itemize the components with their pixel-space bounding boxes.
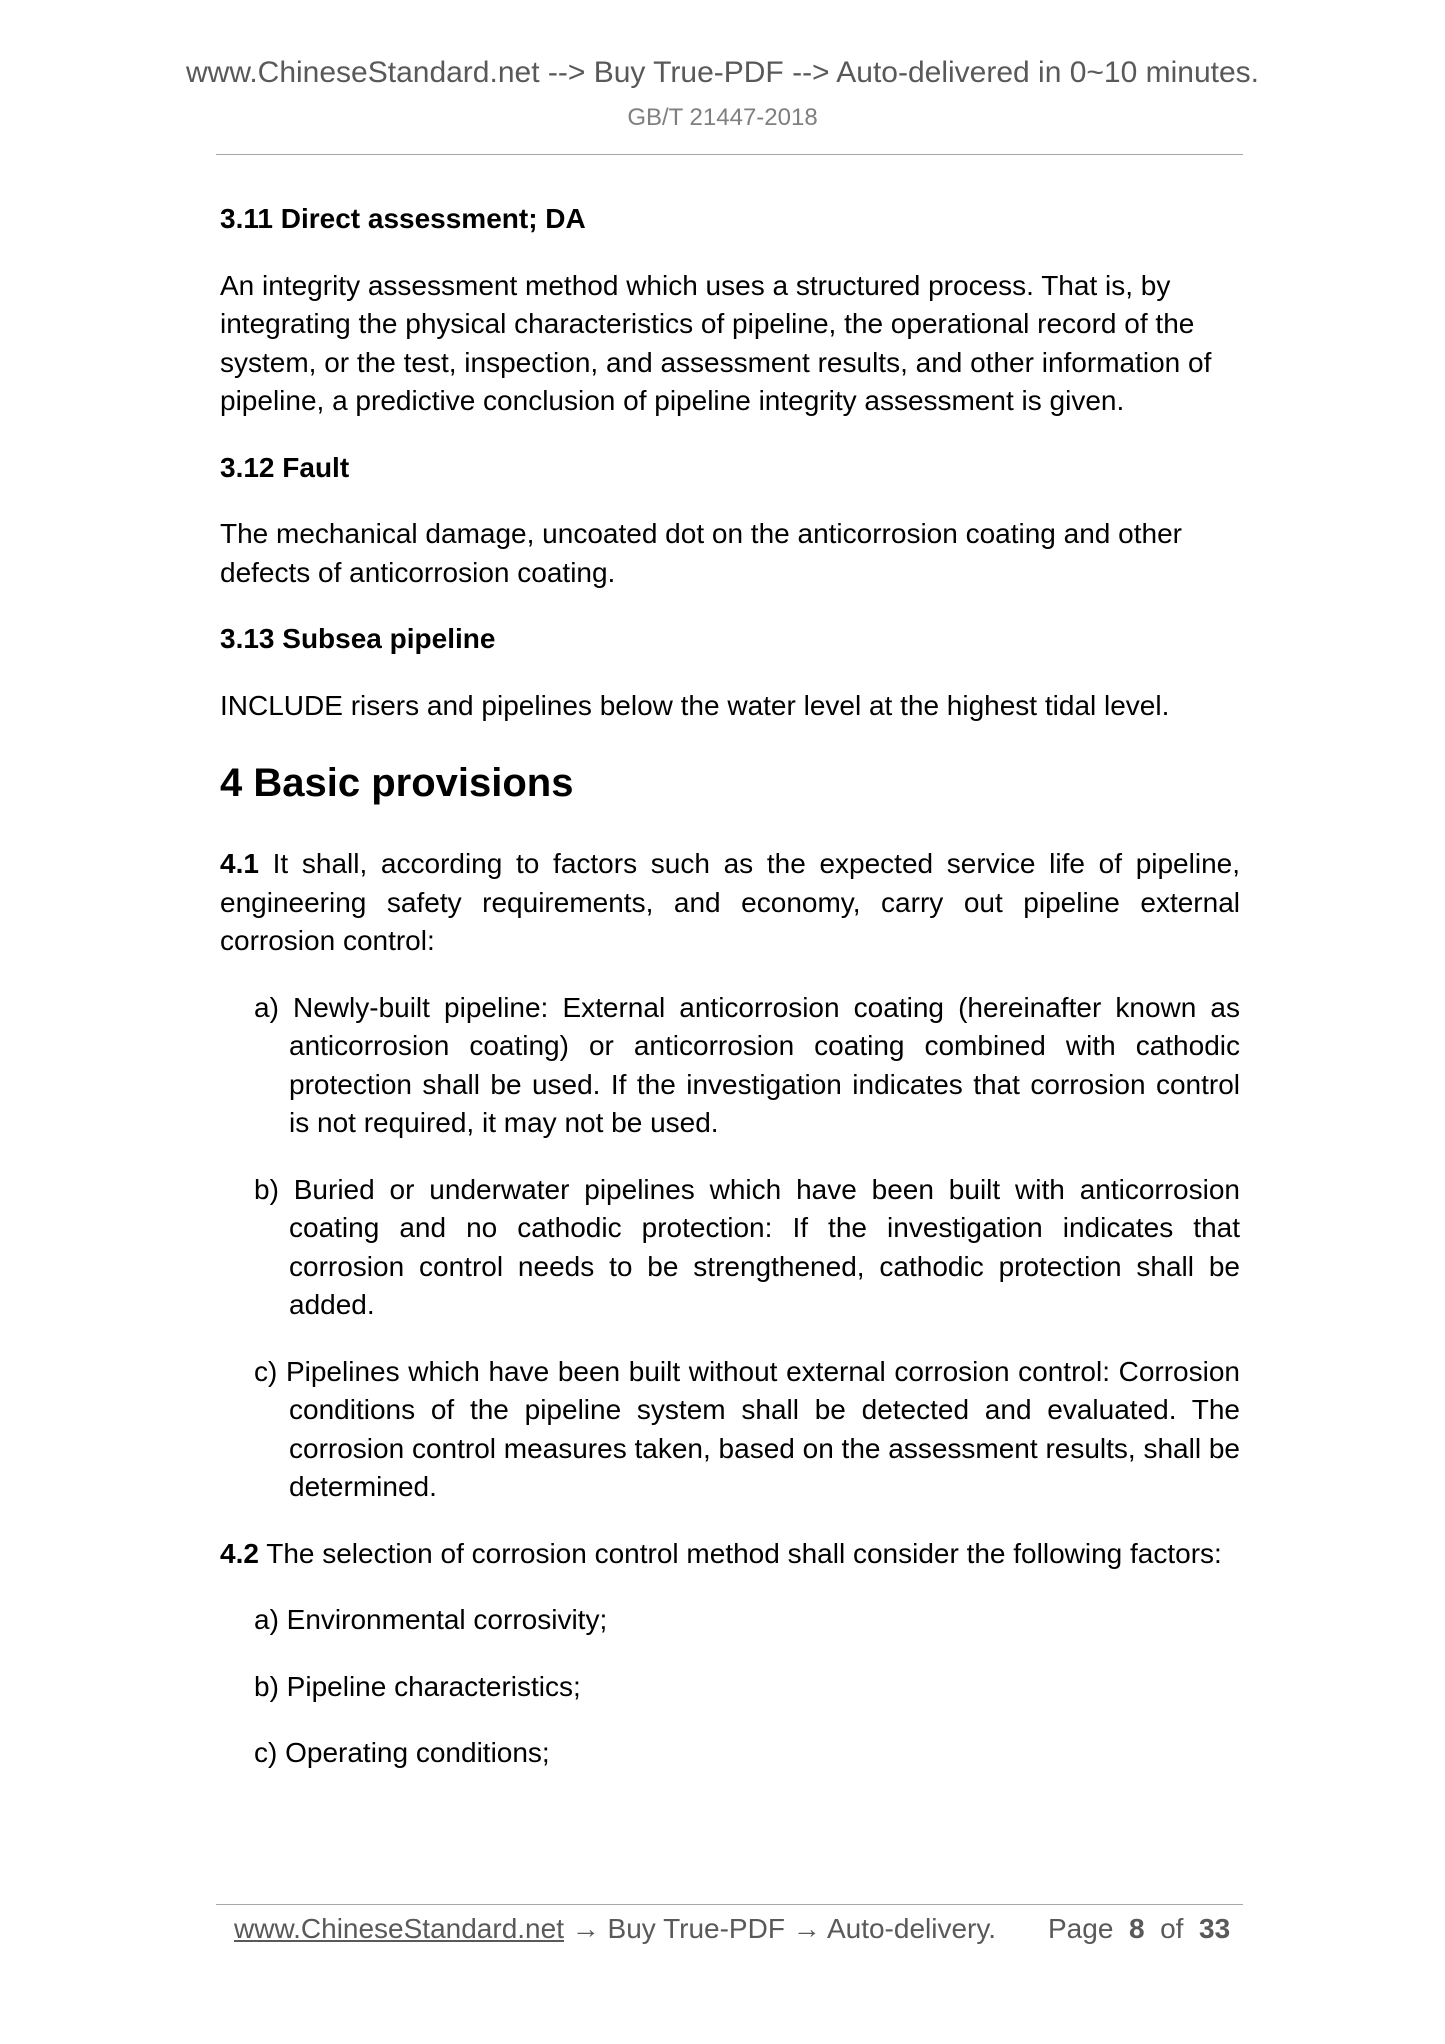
clause-4-2 <box>220 1535 1240 1574</box>
clause-4-2-number: 4.2 <box>220 1537 259 1569</box>
standard-code: GB/T 21447-2018 <box>627 104 818 131</box>
section-3-11-text: An integrity assessment method which uses a structured process. That is, by integrating the physical characteristics of pipeline, the operational record of the system, or the test, inspection, and assessment results, and other information of pipeline, a predictive conclusion of pipeline integrity assessment is given. <box>220 269 1212 416</box>
header-divider <box>216 154 1243 155</box>
section-3-12-text: The mechanical damage, uncoated dot on the anticorrosion coating and other defects of anticorrosion coating. <box>220 518 1182 588</box>
section-3-13-heading: 3.13 Subsea pipeline <box>220 623 496 654</box>
footer-delivery-text: Auto-delivery. <box>826 1913 997 1944</box>
clause-4-2-item-b: b) Pipeline characteristics; <box>254 1670 581 1702</box>
clause-4-1-text: It shall, according to factors such as the expected service life of pipeline, engineering safety requirements, and economy, carry out pipeline external corrosion control: <box>220 848 1240 956</box>
header-banner: www.ChineseStandard.net --> Buy True-PDF --> Auto-delivered in 0~10 minutes. <box>185 56 1260 89</box>
clause-4-1-item-b: b) Buried or underwater pipelines which have been built with anticorrosion coating and no cathodic protection: If the investigation indicates that corrosion control needs to be strengthened, cathodic protection shall be added. <box>254 1173 1240 1320</box>
clause-4-2-text: The selection of corrosion control method shall consider the following factors: <box>258 1537 1222 1569</box>
arrow-right-icon: → <box>784 1913 827 1944</box>
footer-site-link[interactable]: www.ChineseStandard.net <box>234 1913 564 1944</box>
section-4-heading: 4 Basic provisions <box>220 761 574 805</box>
clause-4-1 <box>220 845 1240 961</box>
page-of-label: of <box>1160 1913 1184 1944</box>
clause-4-2-item-c: c) Operating conditions; <box>254 1737 550 1768</box>
footer-links <box>234 1913 996 1945</box>
arrow-right-icon: → <box>563 1913 608 1944</box>
page-indicator <box>1048 1913 1230 1945</box>
clause-4-1-item-c: c) Pipelines which have been built without external corrosion control: Corrosion conditions of the pipeline system shall be detected and evaluated. The corrosion control measures taken, based on the assessment results, shall be determined. <box>254 1355 1240 1502</box>
section-3-12-heading: 3.12 Fault <box>220 451 350 483</box>
section-3-11-heading: 3.11 Direct assessment; DA <box>220 203 586 234</box>
footer-divider <box>216 1904 1243 1905</box>
clause-4-1-item-a: a) Newly-built pipeline: External anticorrosion coating (hereinafter known as anticorrosion coating) or anticorrosion coating combined with cathodic protection shall be used. If the investigation indicates that corrosion control is not required, it may not be used. <box>254 991 1240 1138</box>
page-current: 8 <box>1128 1913 1145 1944</box>
section-3-13-text: INCLUDE risers and pipelines below the water level at the highest tidal level. <box>220 689 1170 721</box>
page-total: 33 <box>1199 1913 1231 1944</box>
clause-4-2-item-a: a) Environmental corrosivity; <box>254 1604 608 1635</box>
page-label: Page <box>1048 1913 1114 1944</box>
footer-buy-text: Buy True-PDF <box>607 1913 785 1944</box>
document-body <box>220 200 1240 1801</box>
clause-4-1-number: 4.1 <box>220 848 259 879</box>
